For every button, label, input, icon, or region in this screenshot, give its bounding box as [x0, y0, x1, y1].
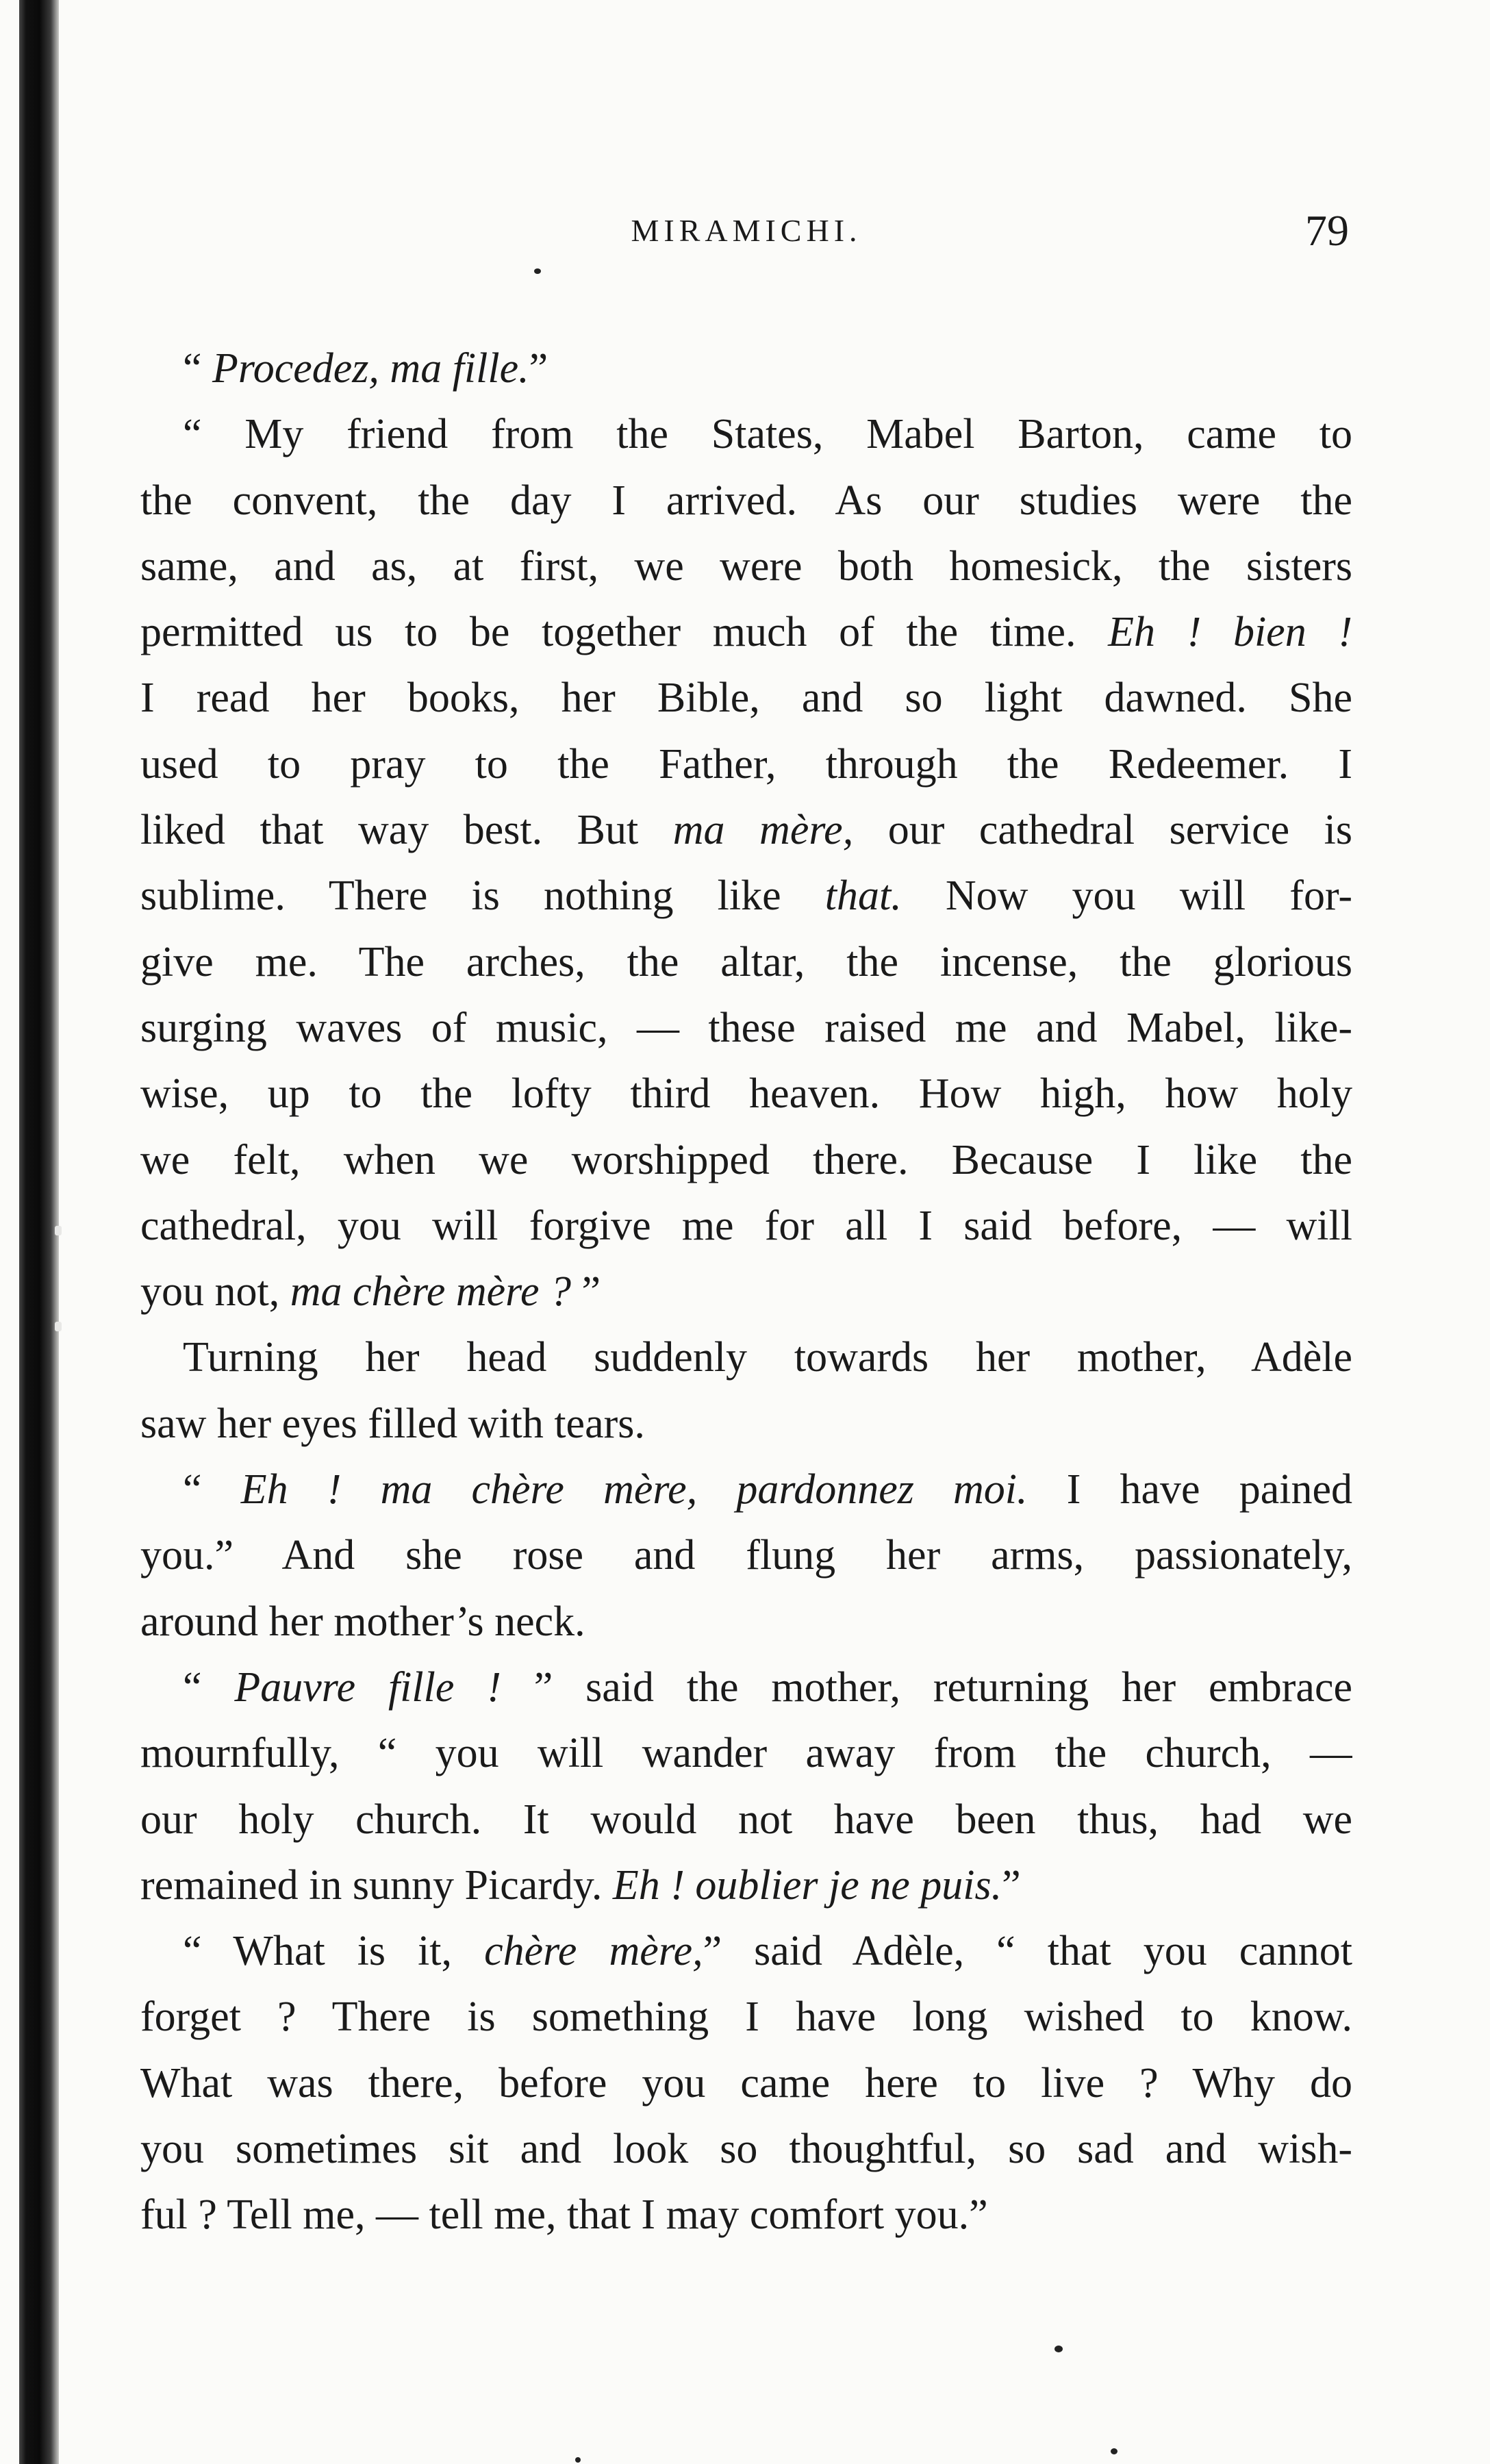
text-line [140, 1984, 1352, 2050]
text-run: surging waves of music, — these raised me and Mabel, like- [140, 1004, 1352, 1051]
text-run: “ [183, 1466, 241, 1513]
text-line [140, 665, 1352, 731]
text-run: What was there, before you came here to live ? Why do [140, 2059, 1352, 2107]
italic-phrase: ma mère, [672, 807, 854, 854]
text-line [140, 863, 1352, 929]
text-line [140, 1787, 1352, 1852]
text-run: ” said Adèle, “ that you cannot [703, 1928, 1352, 1975]
text-run: I have pained [1027, 1466, 1352, 1513]
ink-speck [575, 2457, 581, 2463]
text-run: our cathedral service is [853, 807, 1352, 854]
text-line [140, 1720, 1352, 1786]
binding-speck [55, 1322, 62, 1331]
text-run: the convent, the day I arrived. As our studies were the [140, 477, 1352, 524]
text-line [140, 1457, 1352, 1522]
text-line [140, 468, 1352, 533]
text-run: I read her books, her Bible, and so light dawned. She [140, 675, 1352, 722]
text-run: saw her eyes filled with tears. [140, 1400, 645, 1447]
text-run: wise, up to the lofty third heaven. How high, how holy [140, 1070, 1352, 1118]
text-run: ful ? Tell me, — tell me, that I may comfort you.” [140, 2191, 988, 2239]
ink-speck [1111, 2448, 1118, 2454]
text-run: Now you will for- [901, 872, 1352, 920]
text-line [140, 1193, 1352, 1259]
book-binding-edge [19, 0, 59, 2464]
running-header [144, 205, 1349, 260]
text-run: Turning her head suddenly towards her mother, Adèle [183, 1334, 1352, 1381]
text-line [140, 1127, 1352, 1193]
text-run: ” [529, 345, 548, 392]
text-line [140, 599, 1352, 665]
text-line [140, 533, 1352, 599]
text-line [140, 731, 1352, 797]
italic-phrase: Eh ! bien ! [1108, 609, 1352, 656]
text-run: we felt, when we worshipped there. Because I like the [140, 1136, 1352, 1183]
italic-phrase: Eh ! ma chère mère, pardonnez moi. [240, 1466, 1028, 1513]
text-run: you not, [140, 1268, 290, 1316]
text-line [140, 401, 1352, 467]
text-run: forget ? There is something I have long wished to know. [140, 1994, 1352, 2041]
text-run: liked that way best. But [140, 807, 673, 854]
text-line [140, 1324, 1352, 1390]
text-line [140, 336, 1352, 401]
italic-phrase: that. [824, 872, 902, 920]
page-number: 79 [1305, 206, 1349, 255]
text-run: ” [571, 1268, 601, 1316]
text-line [140, 1061, 1352, 1127]
text-line [140, 1852, 1352, 1918]
binding-speck [55, 1226, 62, 1235]
italic-phrase: Eh ! oublier je ne puis. [612, 1861, 1002, 1909]
text-run: ” said the mother, returning her embrace [501, 1663, 1352, 1711]
italic-phrase: chère mère, [484, 1928, 703, 1975]
text-run: “ What is it, [183, 1928, 485, 1975]
text-run: “ My friend from the States, Mabel Barton, came to [183, 411, 1352, 458]
ink-speck [1055, 2346, 1063, 2352]
text-run: our holy church. It would not have been thus, had we [140, 1796, 1352, 1843]
italic-phrase: Pauvre fille ! [234, 1663, 501, 1711]
text-run: sublime. There is nothing like [140, 872, 825, 920]
text-line [140, 1522, 1352, 1588]
text-run: cathedral, you will forgive me for all I said before, — will [140, 1202, 1352, 1249]
text-line [140, 2050, 1352, 2116]
italic-phrase: ma chère mère ? [290, 1268, 572, 1316]
text-line [140, 929, 1352, 995]
text-line [140, 1259, 1352, 1324]
text-line [140, 1655, 1352, 1720]
text-run: same, and as, at first, we were both homesick, the sisters [140, 542, 1352, 590]
text-run: ” [1002, 1861, 1021, 1909]
text-run: around her mother’s neck. [140, 1598, 585, 1645]
text-run: “ [183, 345, 213, 392]
italic-phrase: Procedez, ma fille. [212, 345, 529, 392]
text-line [140, 1918, 1352, 1984]
text-run: give me. The arches, the altar, the incense, the glorious [140, 938, 1352, 985]
text-line [140, 797, 1352, 863]
text-run: remained in sunny Picardy. [140, 1861, 613, 1909]
ink-speck [534, 268, 541, 274]
text-run: you sometimes sit and look so thoughtful, so sad and wish- [140, 2126, 1352, 2173]
text-line [140, 1391, 1352, 1457]
body-text [140, 336, 1352, 2248]
running-title: MIRAMICHI. [631, 213, 862, 248]
text-line [140, 2182, 1352, 2248]
text-run: used to pray to the Father, through the Redeemer. I [140, 740, 1352, 788]
text-run: permitted us to be together much of the time. [140, 609, 1109, 656]
text-run: “ [183, 1663, 235, 1711]
text-run: you.” And she rose and flung her arms, passionately, [140, 1532, 1352, 1579]
text-line [140, 995, 1352, 1061]
text-line [140, 2116, 1352, 2182]
text-run: mournfully, “ you will wander away from the church, — [140, 1730, 1352, 1777]
text-line [140, 1589, 1352, 1655]
